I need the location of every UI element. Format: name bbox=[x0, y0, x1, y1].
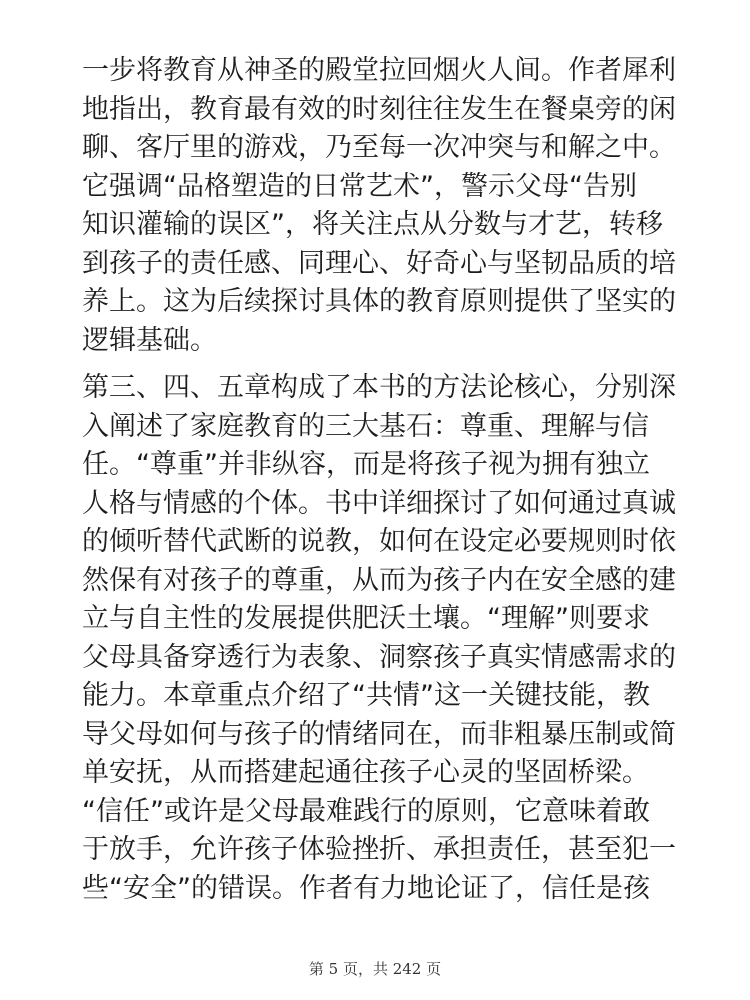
text-line: 导父母如何与孩子的情绪同在，而非粗暴压制或简 bbox=[82, 718, 676, 750]
document-body bbox=[82, 52, 682, 917]
text-line: 于放手，允许孩子体验挫折、承担责任，甚至犯一 bbox=[82, 834, 676, 865]
text-line: 聊、客厅里的游戏，乃至每一次冲突与和解之中。 bbox=[82, 132, 676, 163]
paragraph-1 bbox=[82, 52, 682, 360]
text-line: 父母具备穿透行为表象、洞察孩子真实情感需求的 bbox=[82, 641, 676, 673]
text-line: 人格与情感的个体。书中详细探讨了如何通过真诚 bbox=[82, 487, 676, 519]
text-line: 知识灌输的误区”，将关注点从分数与才艺，转移 bbox=[82, 209, 663, 240]
paragraph-2 bbox=[82, 369, 682, 908]
text-line: 到孩子的责任感、同理心、好奇心与坚韧品质的培 bbox=[82, 247, 676, 279]
text-line: 的倾听替代武断的说教，如何在设定必要规则时依 bbox=[82, 526, 676, 557]
text-line: 立与自主性的发展提供肥沃土壤。“理解”则要求 bbox=[82, 603, 650, 634]
text-line: 入阐述了家庭教育的三大基石：尊重、理解与信 bbox=[82, 410, 649, 442]
text-line: 养上。这为后续探讨具体的教育原则提供了坚实的 bbox=[82, 286, 676, 317]
text-line: 逻辑基础。 bbox=[82, 324, 217, 356]
page-number-footer: 第 5 页，共 242 页 bbox=[308, 960, 442, 978]
text-line: “信任”或许是父母最难践行的原则，它意味着敢 bbox=[82, 795, 650, 827]
text-line: 然保有对孩子的尊重，从而为孩子内在安全感的建 bbox=[82, 564, 676, 596]
text-line: 地指出，教育最有效的时刻往往发生在餐桌旁的闲 bbox=[82, 93, 676, 125]
text-line: 它强调“品格塑造的日常艺术”，警示父母“告别 bbox=[82, 170, 637, 202]
text-line: 能力。本章重点介绍了“共情”这一关键技能，教 bbox=[82, 680, 650, 711]
text-line: 第三、四、五章构成了本书的方法论核心，分别深 bbox=[82, 372, 676, 403]
text-line: 些“安全”的错误。作者有力地论证了，信任是孩 bbox=[82, 872, 650, 904]
text-line: 单安抚，从而搭建起通往孩子心灵的坚固桥梁。 bbox=[82, 757, 649, 788]
text-line: 任。“尊重”并非纵容，而是将孩子视为拥有独立 bbox=[82, 449, 650, 480]
text-line: 一步将教育从神圣的殿堂拉回烟火人间。作者犀利 bbox=[82, 55, 676, 86]
